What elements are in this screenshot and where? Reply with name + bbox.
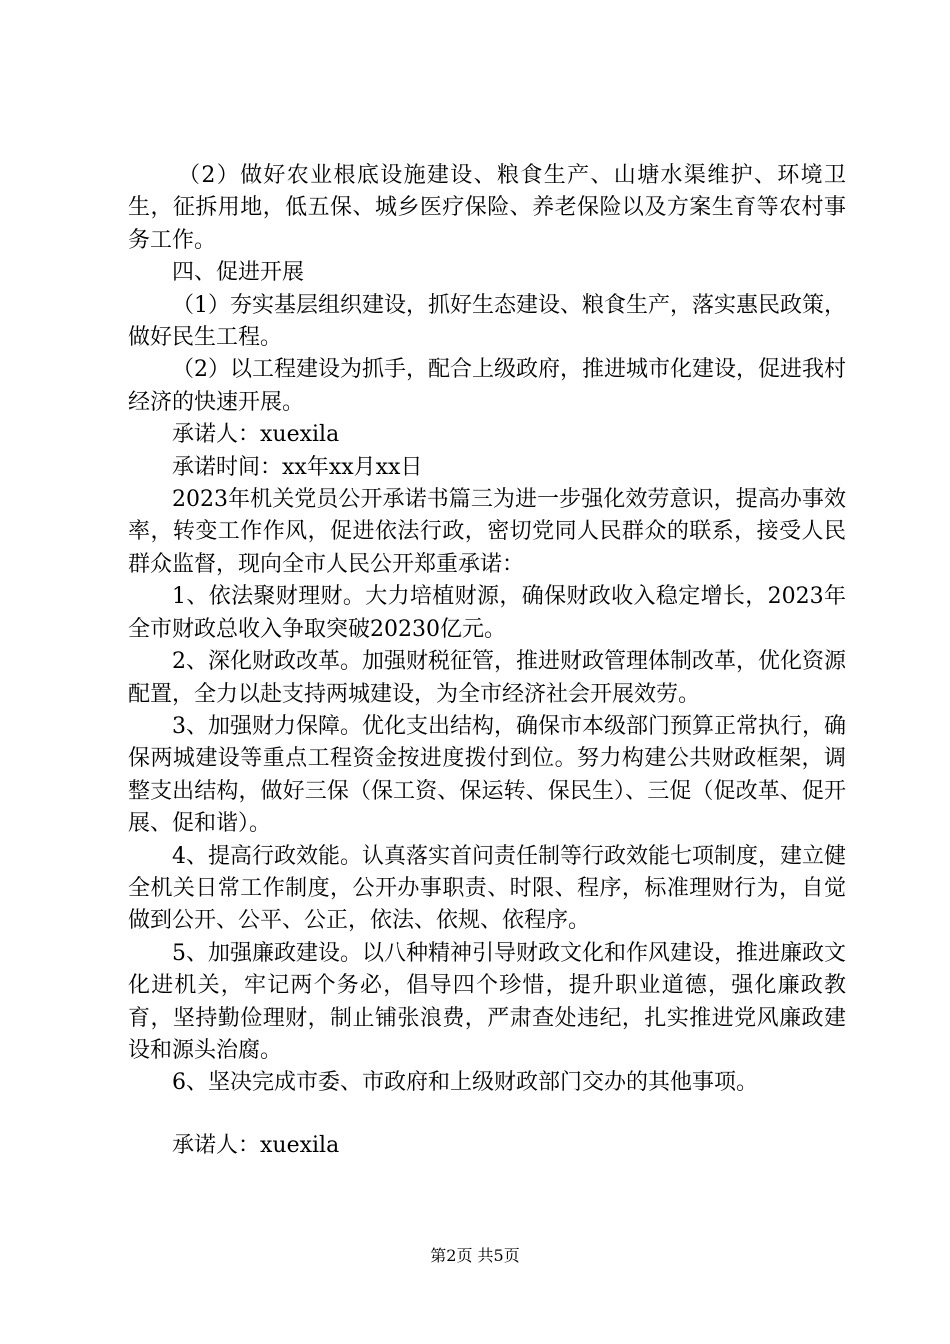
pledge-item-4: 4、提高行政效能。认真落实首问责任制等行政效能七项制度，建立健全机关日常工作制度，公开办事职责、时限、程序，标准理财行为，自觉做到公开、公平、公正，依法、依规、依程序。 xyxy=(128,843,846,934)
page-number: 第2页 共5页 xyxy=(430,1246,520,1265)
document-body xyxy=(128,160,846,1162)
spacer xyxy=(128,1100,846,1130)
paragraph-agriculture: （2）做好农业根底设施建设、粮食生产、山塘水渠维护、环境卫生，征拆用地，低五保、城乡医疗保险、养老保险以及方案生育等农村事务工作。 xyxy=(128,163,846,253)
section-heading-promote: 四、促进开展 xyxy=(172,260,305,286)
paragraph-urbanization: （2）以工程建设为抓手，配合上级政府，推进城市化建设，促进我村经济的快速开展。 xyxy=(128,357,846,415)
paragraph-grassroots: （1）夯实基层组织建设，抓好生态建设、粮食生产，落实惠民政策，做好民生工程。 xyxy=(128,292,846,351)
signature-line: 承诺人：xuexila xyxy=(172,422,340,448)
pledge-item-5: 5、加强廉政建设。以八种精神引导财政文化和作风建设，推进廉政文化进机关，牢记两个务必，倡导四个珍惜，提升职业道德，强化廉政教育，坚持勤俭理财，制止铺张浪费，严肃查处违纪，扎实推进党风廉政建设和源头治腐。 xyxy=(128,940,846,1063)
date-line: 承诺时间：xx年xx月xx日 xyxy=(172,454,423,480)
signature-line-final: 承诺人：xuexila xyxy=(172,1132,340,1158)
pledge-item-1: 1、依法聚财理财。大力培植财源，确保财政收入稳定增长，2023年全市财政总收入争取突破20230亿元。 xyxy=(128,584,846,642)
pledge-item-3: 3、加强财力保障。优化支出结构，确保市本级部门预算正常执行，确保两城建设等重点工程资金按进度拨付到位。努力构建公共财政框架，调整支出结构，做好三保（保工资、保运转、保民生）、三促（促改革、促开展、促和谐）。 xyxy=(128,713,846,837)
paragraph-pledge-intro: 2023年机关党员公开承诺书篇三为进一步强化效劳意识，提高办事效率，转变工作作风，促进依法行政，密切党同人民群众的联系，接受人民群众监督，现向全市人民公开郑重承诺： xyxy=(128,487,846,577)
pledge-item-2: 2、深化财政改革。加强财税征管，推进财政管理体制改革，优化资源配置，全力以赴支持两城建设，为全市经济社会开展效劳。 xyxy=(128,649,846,707)
pledge-item-6: 6、坚决完成市委、市政府和上级财政部门交办的其他事项。 xyxy=(172,1070,758,1096)
